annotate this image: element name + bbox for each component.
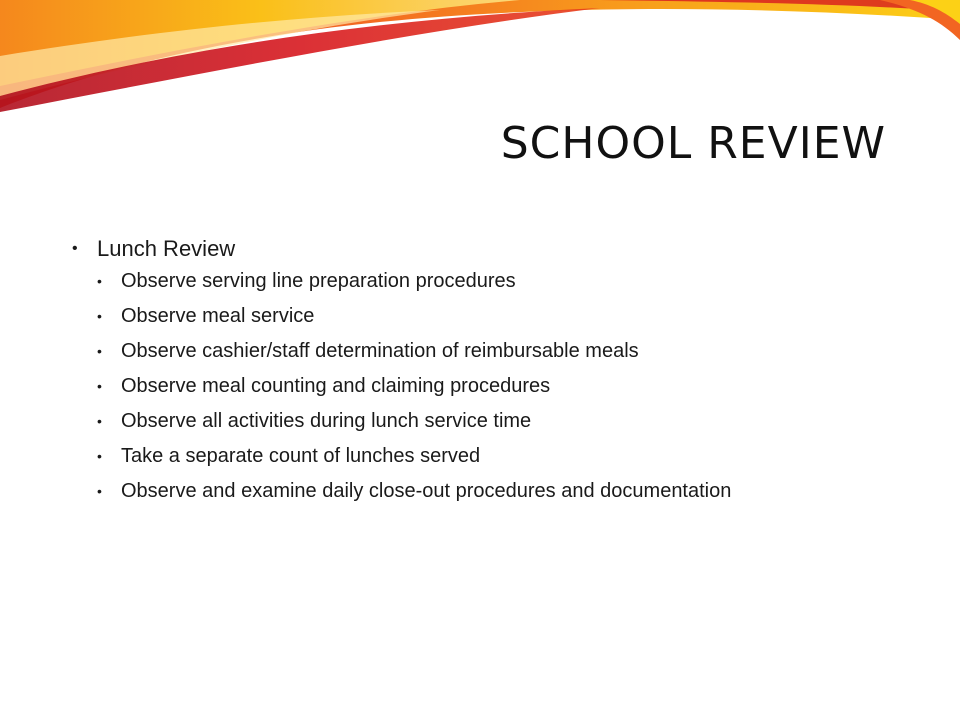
sub-bullet-text: Take a separate count of lunches served xyxy=(121,445,481,467)
list-item xyxy=(97,303,892,329)
sub-bullet-text: Observe serving line preparation procedures xyxy=(121,270,516,292)
sub-bullet-text: Observe all activities during lunch service time xyxy=(121,410,532,432)
decorative-swoosh-banner xyxy=(0,0,960,130)
list-item xyxy=(97,373,892,399)
list-item xyxy=(97,443,892,469)
bullet-text: Lunch Review xyxy=(97,236,236,261)
sub-bullet-list xyxy=(97,268,892,504)
list-item xyxy=(97,338,892,364)
list-item xyxy=(97,478,892,504)
sub-bullet-text: Observe and examine daily close-out procedures and documentation xyxy=(121,480,732,502)
sub-bullet-text: Observe cashier/staff determination of reimbursable meals xyxy=(121,340,639,362)
bullet-icon: • xyxy=(97,378,102,394)
bullet-list xyxy=(72,232,892,504)
sub-bullet-text: Observe meal counting and claiming procedures xyxy=(121,375,551,397)
list-item xyxy=(97,268,892,294)
list-item xyxy=(97,408,892,434)
bullet-icon: • xyxy=(97,308,102,324)
list-item xyxy=(72,232,892,504)
bullet-icon: • xyxy=(97,273,102,289)
bullet-icon: • xyxy=(97,343,102,359)
bullet-icon: • xyxy=(97,413,102,429)
slide-body xyxy=(72,232,892,513)
bullet-icon: • xyxy=(97,448,102,464)
bullet-icon: • xyxy=(97,483,102,499)
slide-title: SCHOOL REVIEW xyxy=(500,118,886,169)
bullet-icon: • xyxy=(72,240,78,257)
sub-bullet-text: Observe meal service xyxy=(121,305,315,327)
